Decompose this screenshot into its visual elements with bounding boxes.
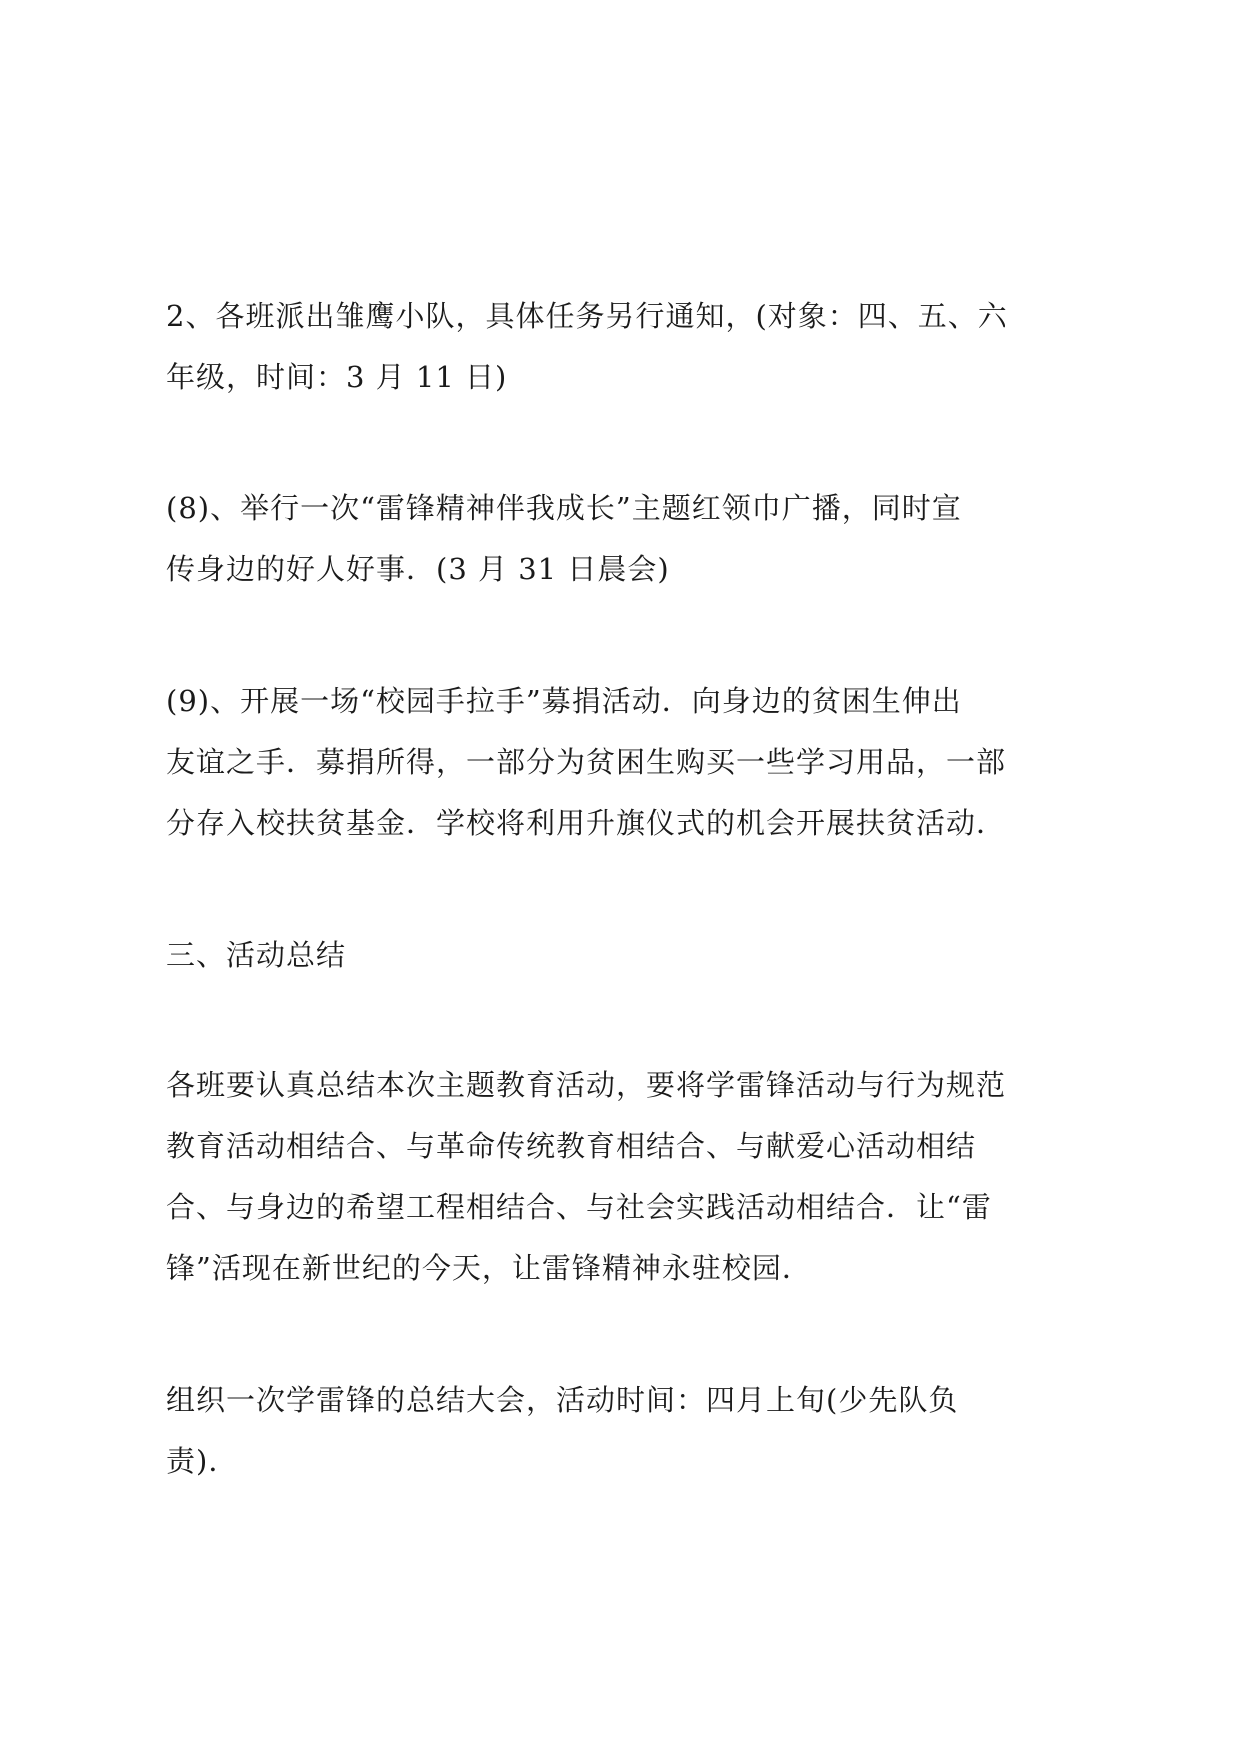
text-line: (8)、举行一次“雷锋精神伴我成长”主题红领巾广播，同时宣	[166, 491, 962, 525]
text-line: 三、活动总结	[166, 938, 347, 972]
text-line: 传身边的好人好事．(3 月 31 日晨会)	[166, 552, 670, 586]
text-line: 分存入校扶贫基金．学校将利用升旗仪式的机会开展扶贫活动．	[166, 806, 1007, 840]
paragraph-item-9-donation	[166, 671, 1096, 854]
paragraph-summary-meeting	[166, 1370, 1096, 1492]
text-line: (9)、开展一场“校园手拉手”募捐活动．向身边的贫困生伸出	[166, 684, 962, 718]
text-line: 年级，时间：3 月 11 日)	[166, 360, 508, 394]
text-line: 合、与身边的希望工程相结合、与社会实践活动相结合．让“雷	[166, 1190, 992, 1224]
text-line: 各班要认真总结本次主题教育活动，要将学雷锋活动与行为规范	[166, 1068, 1007, 1102]
text-line: 教育活动相结合、与革命传统教育相结合、与献爱心活动相结	[166, 1129, 977, 1163]
paragraph-item-8-broadcast	[166, 478, 1096, 600]
paragraph-summary-body	[166, 1055, 1096, 1299]
section-heading-summary	[166, 925, 1096, 986]
text-line: 组织一次学雷锋的总结大会，活动时间：四月上旬(少先队负	[166, 1383, 959, 1417]
text-line: 责)．	[166, 1444, 239, 1478]
text-line: 2、各班派出雏鹰小队，具体任务另行通知，(对象：四、五、六	[166, 299, 1008, 333]
text-line: 锋”活现在新世纪的今天，让雷锋精神永驻校园．	[166, 1251, 812, 1285]
text-line: 友谊之手．募捐所得，一部分为贫困生购买一些学习用品，一部	[166, 745, 1007, 779]
paragraph-task-eagle-squad	[166, 286, 1096, 408]
